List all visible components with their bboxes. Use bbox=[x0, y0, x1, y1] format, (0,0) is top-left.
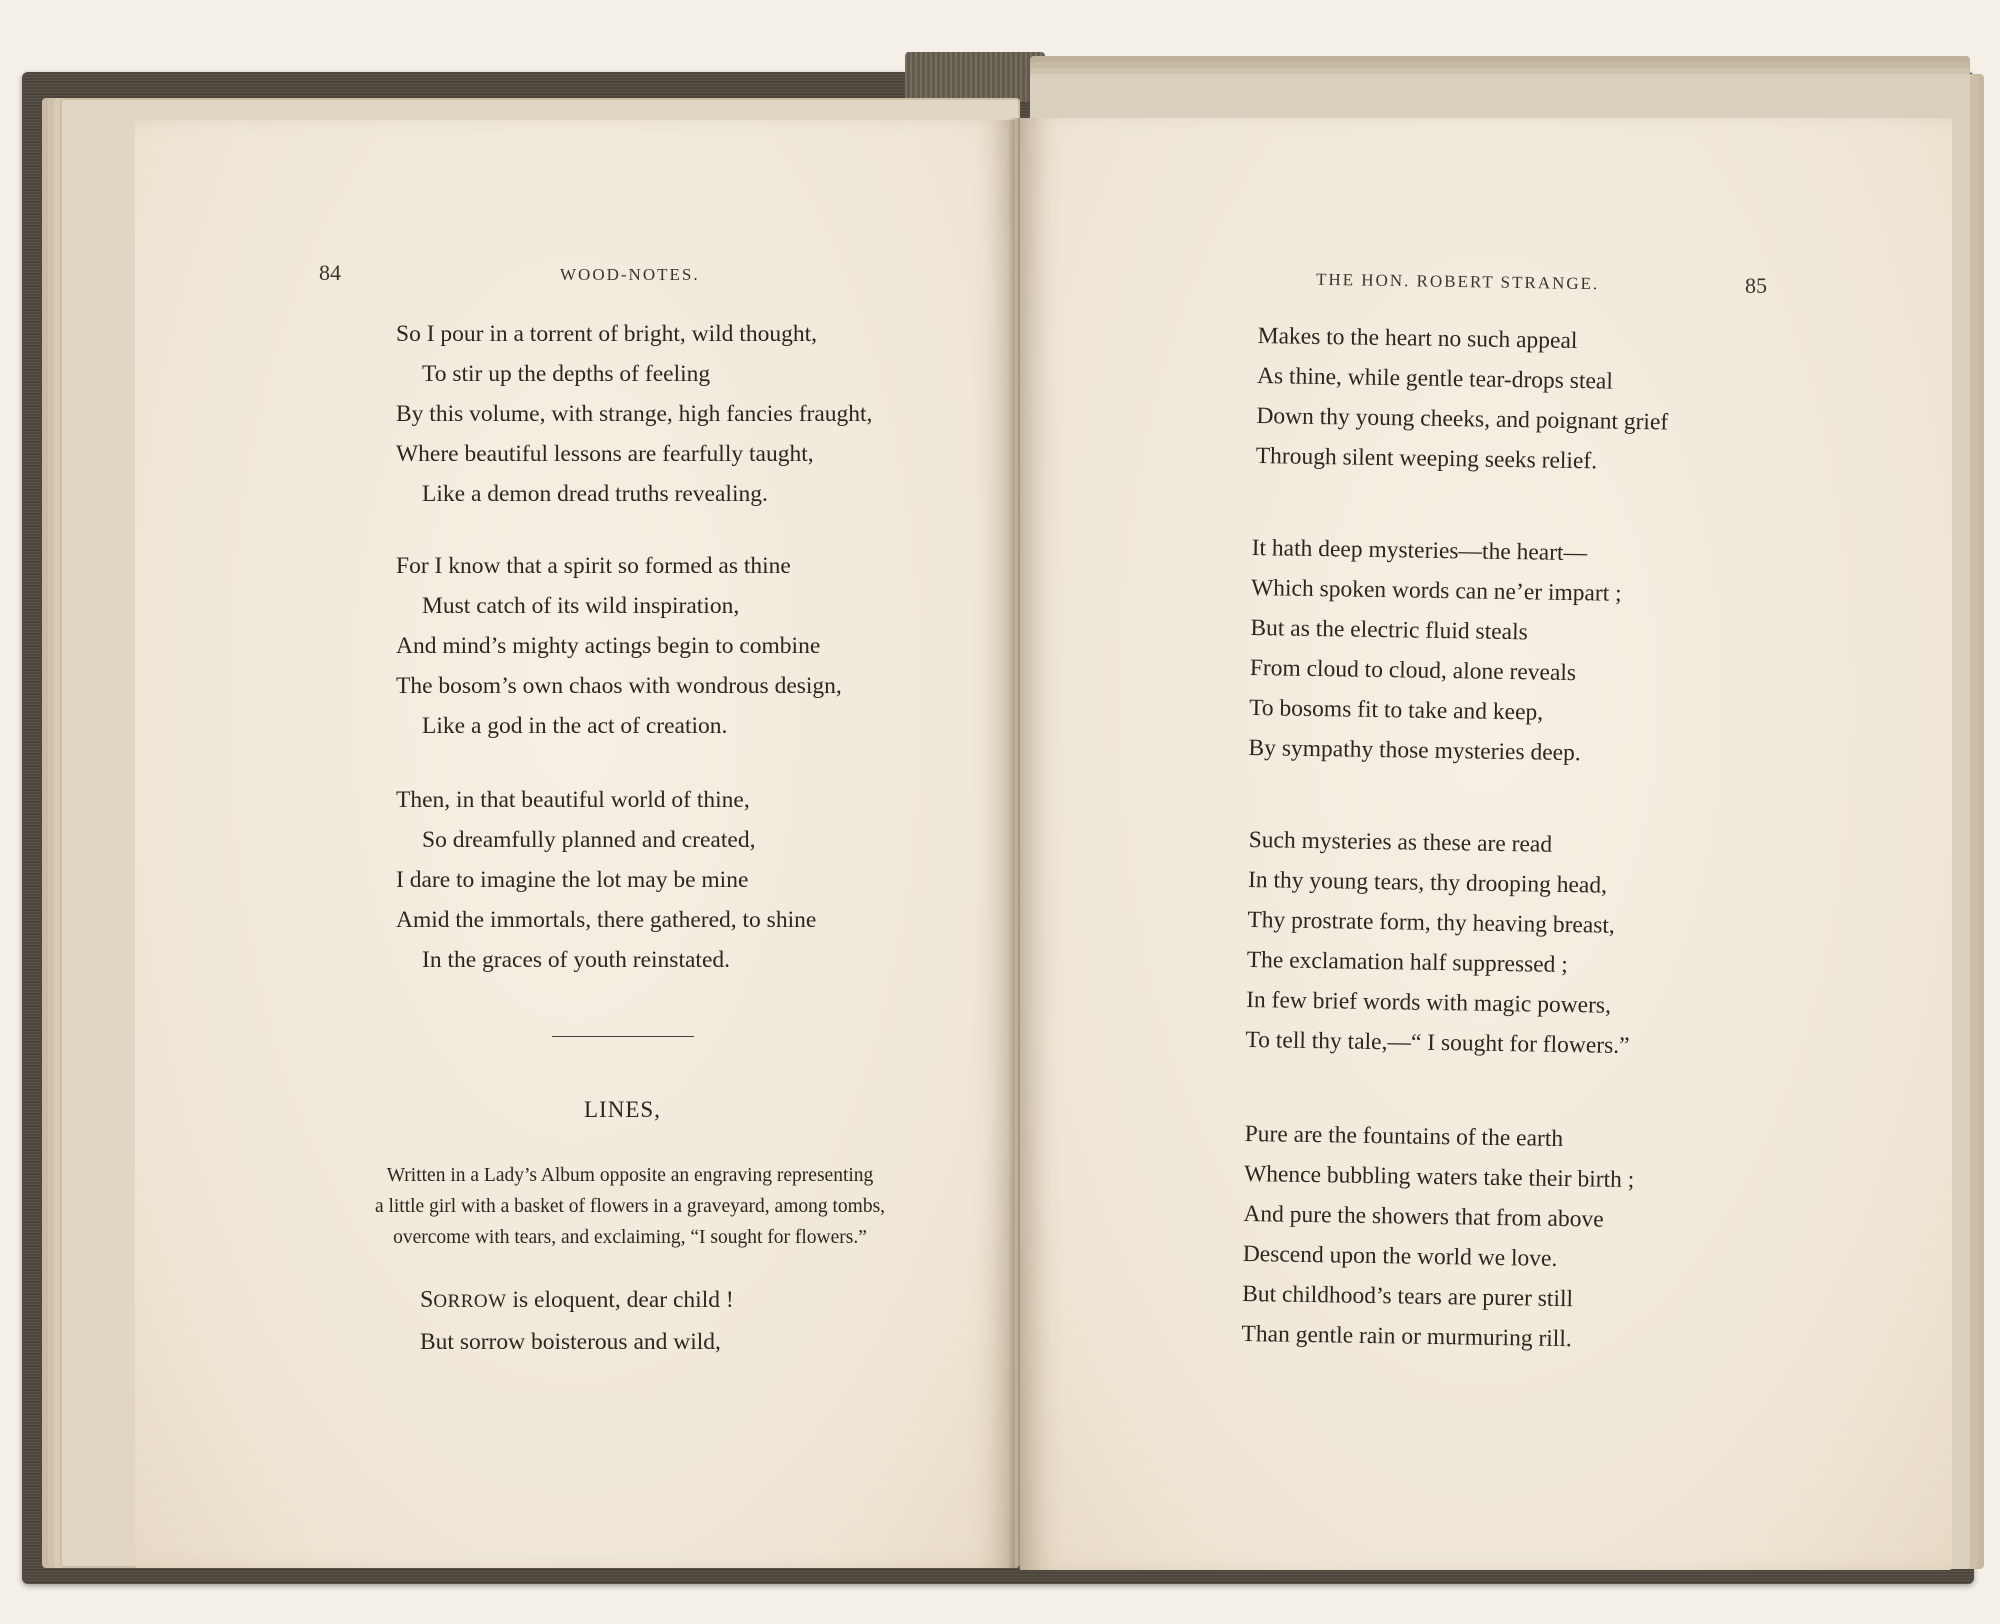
verse-line: From cloud to cloud, alone reveals bbox=[1249, 654, 1577, 687]
verse-line: In the graces of youth reinstated. bbox=[422, 947, 731, 973]
section-divider bbox=[552, 1036, 694, 1037]
verse-line: Than gentle rain or murmuring rill. bbox=[1241, 1320, 1572, 1353]
verse-line: Then, in that beautiful world of thine, bbox=[396, 787, 750, 813]
verse-line: Must catch of its wild inspiration, bbox=[422, 593, 740, 619]
verse-line: Whence bubbling waters take their birth ; bbox=[1243, 1160, 1635, 1194]
right-stanza-3 bbox=[1245, 820, 1633, 1066]
verse-line: Thy prostrate form, thy heaving breast, bbox=[1247, 906, 1615, 939]
verse-line: Like a demon dread truths revealing. bbox=[422, 481, 768, 507]
poem-opening bbox=[420, 1280, 734, 1362]
right-page-number: 85 bbox=[1745, 273, 1767, 298]
verse-line: I dare to imagine the lot may be mine bbox=[396, 867, 749, 893]
opening-line-rest: is eloquent, dear child ! bbox=[506, 1287, 734, 1313]
verse-line: Down thy young cheeks, and poignant grief bbox=[1256, 402, 1669, 436]
left-stanza-3 bbox=[396, 780, 816, 980]
right-stanza-4 bbox=[1241, 1114, 1635, 1360]
verse-line: But sorrow boisterous and wild, bbox=[420, 1329, 721, 1355]
verse-line: Through silent weeping seeks relief. bbox=[1255, 442, 1598, 475]
poem-subtitle bbox=[300, 1160, 960, 1253]
verse-line: Like a god in the act of creation. bbox=[422, 713, 728, 739]
verse-line: So dreamfully planned and created, bbox=[422, 827, 756, 853]
subtitle-line: a little girl with a basket of flowers in a graveyard, among tombs, bbox=[374, 1196, 886, 1217]
left-running-head: WOOD-NOTES. bbox=[560, 265, 700, 284]
right-stanza-2 bbox=[1248, 528, 1622, 774]
verse-line: By sympathy those mysteries deep. bbox=[1248, 734, 1581, 767]
right-running-head: THE HON. ROBERT STRANGE. bbox=[1315, 269, 1600, 294]
verse-line: As thine, while gentle tear-drops steal bbox=[1256, 362, 1614, 395]
left-stanza-1 bbox=[396, 314, 872, 514]
verse-line: The bosom’s own chaos with wondrous design, bbox=[396, 673, 842, 699]
verse-line: In thy young tears, thy drooping head, bbox=[1247, 866, 1608, 899]
verse-line: And pure the showers that from above bbox=[1243, 1200, 1604, 1233]
verse-line: The exclamation half suppressed ; bbox=[1246, 946, 1569, 979]
verse-line: To stir up the depths of feeling bbox=[422, 361, 711, 387]
poem-title: LINES, bbox=[584, 1097, 661, 1122]
verse-line: Such mysteries as these are read bbox=[1248, 826, 1553, 858]
small-caps-initial: S bbox=[420, 1287, 434, 1313]
verse-line: Amid the immortals, there gathered, to shine bbox=[396, 907, 817, 933]
verse-line: To tell thy tale,—“ I sought for flowers.” bbox=[1245, 1026, 1630, 1060]
verse-line: In few brief words with magic powers, bbox=[1245, 986, 1612, 1019]
subtitle-line: Written in a Lady’s Album opposite an engraving representing bbox=[386, 1165, 874, 1186]
left-stanza-2 bbox=[396, 546, 842, 746]
verse-line: And mind’s mighty actings begin to combine bbox=[396, 633, 821, 659]
verse-line: To bosoms fit to take and keep, bbox=[1248, 694, 1544, 726]
verse-line: Where beautiful lessons are fearfully taught, bbox=[396, 441, 814, 467]
verse-line: Descend upon the world we love. bbox=[1242, 1240, 1558, 1272]
left-page-number: 84 bbox=[319, 260, 341, 285]
verse-line: Which spoken words can ne’er impart ; bbox=[1250, 574, 1622, 607]
verse-line: Pure are the fountains of the earth bbox=[1244, 1120, 1564, 1152]
verse-line: So I pour in a torrent of bright, wild thought, bbox=[396, 321, 817, 347]
verse-line: Makes to the heart no such appeal bbox=[1257, 322, 1578, 355]
verse-line: By this volume, with strange, high fancies fraught, bbox=[396, 401, 873, 427]
verse-line: But as the electric fluid steals bbox=[1250, 614, 1528, 646]
verse-line: For I know that a spirit so formed as thine bbox=[396, 553, 791, 579]
right-stanza-1 bbox=[1255, 316, 1669, 482]
subtitle-line: overcome with tears, and exclaiming, “I sought for flowers.” bbox=[393, 1227, 867, 1248]
verse-line bbox=[420, 1280, 734, 1322]
verse-line: It hath deep mysteries—the heart— bbox=[1251, 534, 1588, 567]
small-caps-rest: ORROW bbox=[433, 1291, 507, 1312]
verse-line: But childhood’s tears are purer still bbox=[1241, 1280, 1574, 1313]
worn-spine bbox=[905, 52, 1045, 102]
